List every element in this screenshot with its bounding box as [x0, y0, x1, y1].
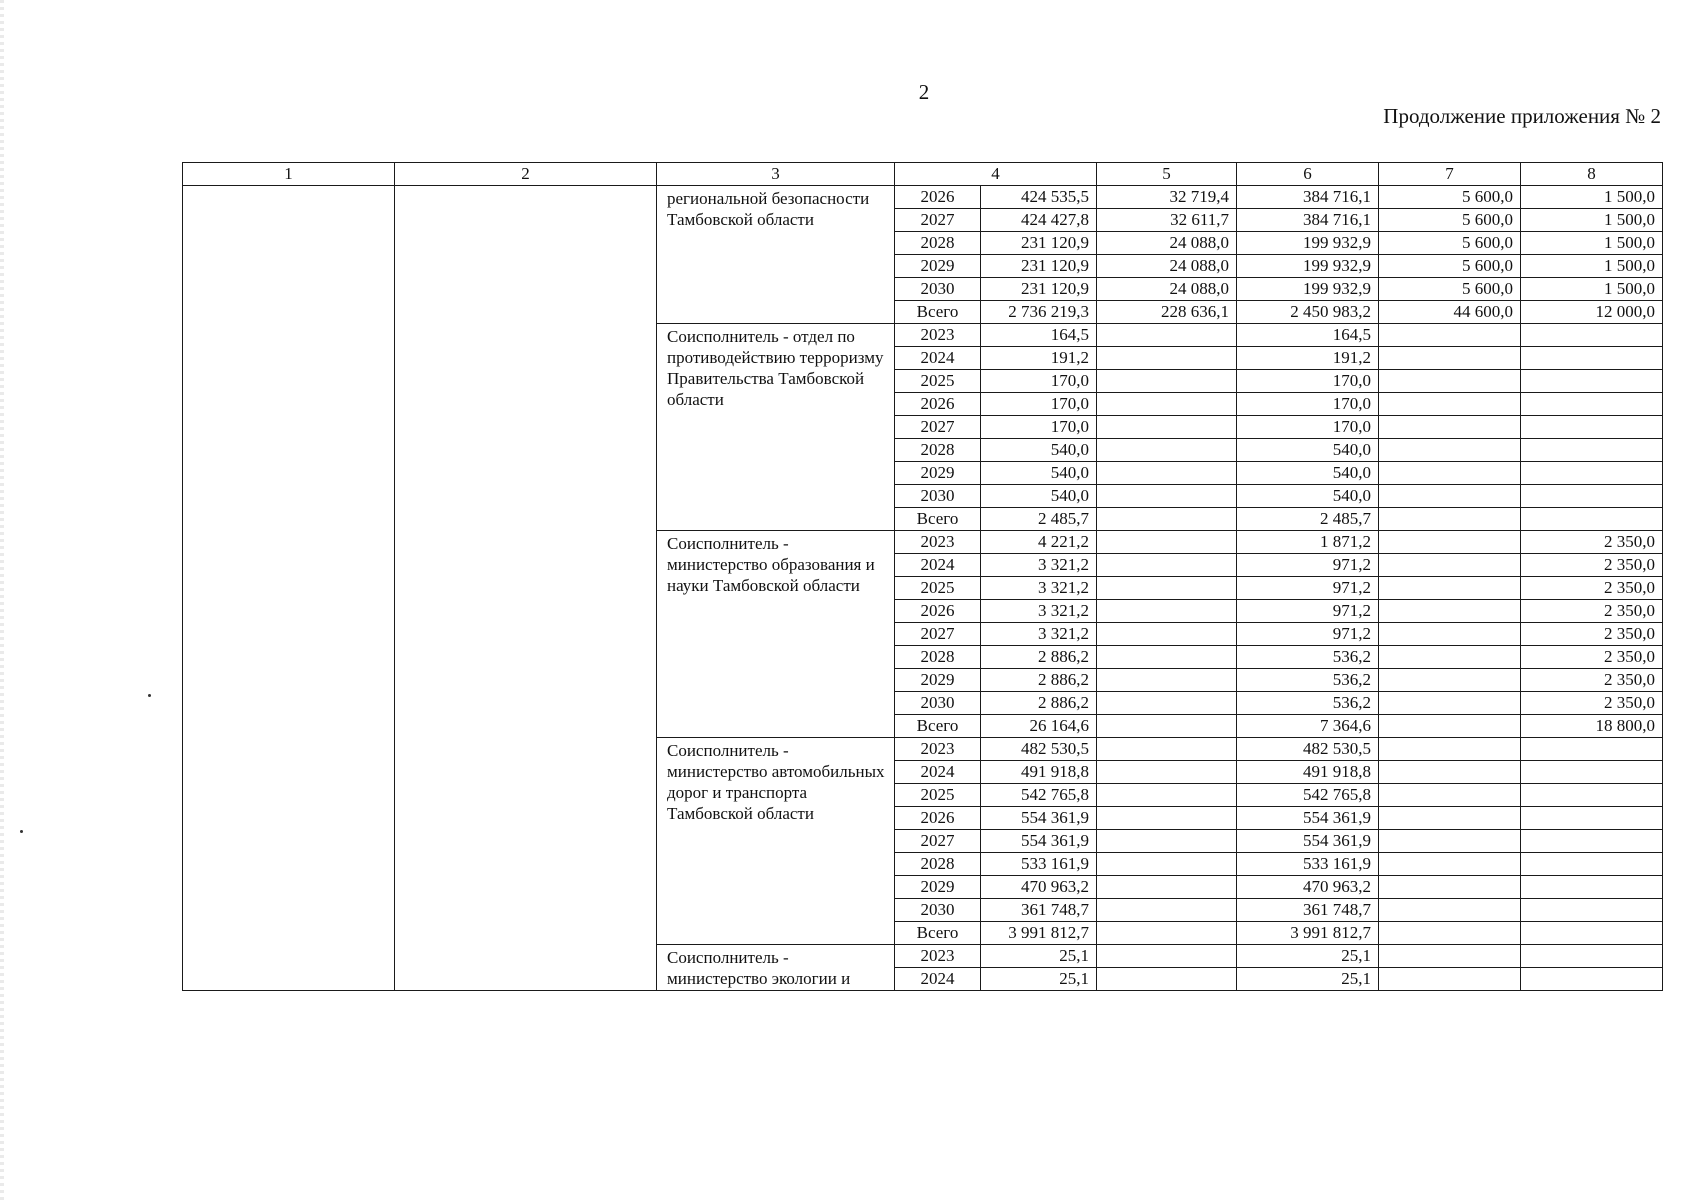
extrabudget-cell [1521, 439, 1663, 462]
total-cell: 3 991 812,7 [981, 922, 1097, 945]
year-cell: 2029 [895, 876, 981, 899]
extrabudget-cell: 2 350,0 [1521, 646, 1663, 669]
total-cell: 2 736 219,3 [981, 301, 1097, 324]
table-body [183, 163, 1663, 991]
regional-cell: 384 716,1 [1237, 209, 1379, 232]
year-cell: 2028 [895, 439, 981, 462]
total-cell: 2 485,7 [981, 508, 1097, 531]
year-cell: 2024 [895, 968, 981, 991]
extrabudget-cell: 2 350,0 [1521, 623, 1663, 646]
total-cell: 554 361,9 [981, 830, 1097, 853]
year-cell: Всего [895, 508, 981, 531]
federal-cell [1097, 646, 1237, 669]
executor-cell: региональной безопасности Тамбовской области [657, 186, 895, 324]
local-cell [1379, 715, 1521, 738]
total-cell: 3 321,2 [981, 600, 1097, 623]
scan-edge-artifact [0, 0, 4, 1200]
federal-cell [1097, 899, 1237, 922]
regional-cell: 1 871,2 [1237, 531, 1379, 554]
regional-cell: 199 932,9 [1237, 255, 1379, 278]
year-cell: 2030 [895, 692, 981, 715]
total-cell: 533 161,9 [981, 853, 1097, 876]
year-cell: 2029 [895, 462, 981, 485]
federal-cell [1097, 485, 1237, 508]
extrabudget-cell: 1 500,0 [1521, 278, 1663, 301]
federal-cell [1097, 416, 1237, 439]
year-cell: 2030 [895, 899, 981, 922]
local-cell [1379, 554, 1521, 577]
local-cell [1379, 761, 1521, 784]
local-cell [1379, 347, 1521, 370]
federal-cell [1097, 347, 1237, 370]
total-cell: 164,5 [981, 324, 1097, 347]
year-cell: 2024 [895, 347, 981, 370]
year-cell: 2029 [895, 669, 981, 692]
local-cell [1379, 692, 1521, 715]
header-cell-1: 1 [183, 163, 395, 186]
federal-cell [1097, 508, 1237, 531]
federal-cell [1097, 439, 1237, 462]
year-cell: Всего [895, 715, 981, 738]
regional-cell: 191,2 [1237, 347, 1379, 370]
year-cell: Всего [895, 922, 981, 945]
total-cell: 2 886,2 [981, 646, 1097, 669]
total-cell: 540,0 [981, 462, 1097, 485]
table-row [183, 186, 1663, 209]
local-cell [1379, 807, 1521, 830]
extrabudget-cell [1521, 393, 1663, 416]
extrabudget-cell: 12 000,0 [1521, 301, 1663, 324]
total-cell: 470 963,2 [981, 876, 1097, 899]
regional-cell: 542 765,8 [1237, 784, 1379, 807]
local-cell [1379, 738, 1521, 761]
total-cell: 540,0 [981, 485, 1097, 508]
year-cell: 2028 [895, 853, 981, 876]
extrabudget-cell: 18 800,0 [1521, 715, 1663, 738]
executor-cell: Соисполнитель - министерство автомобильных дорог и транспорта Тамбовской области [657, 738, 895, 945]
federal-cell [1097, 692, 1237, 715]
total-cell: 231 120,9 [981, 232, 1097, 255]
year-cell: 2025 [895, 784, 981, 807]
regional-cell: 470 963,2 [1237, 876, 1379, 899]
total-cell: 424 535,5 [981, 186, 1097, 209]
year-cell: 2023 [895, 738, 981, 761]
extrabudget-cell [1521, 370, 1663, 393]
regional-cell: 554 361,9 [1237, 830, 1379, 853]
extrabudget-cell: 2 350,0 [1521, 669, 1663, 692]
federal-cell [1097, 623, 1237, 646]
regional-cell: 971,2 [1237, 623, 1379, 646]
federal-cell [1097, 876, 1237, 899]
regional-cell: 170,0 [1237, 416, 1379, 439]
header-cell-8: 8 [1521, 163, 1663, 186]
regional-cell: 199 932,9 [1237, 232, 1379, 255]
total-cell: 361 748,7 [981, 899, 1097, 922]
year-cell: 2027 [895, 416, 981, 439]
regional-cell: 2 450 983,2 [1237, 301, 1379, 324]
local-cell [1379, 508, 1521, 531]
federal-cell [1097, 577, 1237, 600]
total-cell: 3 321,2 [981, 623, 1097, 646]
executor-cell: Соисполнитель - министерство образования и науки Тамбовской области [657, 531, 895, 738]
local-cell [1379, 646, 1521, 669]
local-cell [1379, 485, 1521, 508]
local-cell [1379, 876, 1521, 899]
extrabudget-cell [1521, 324, 1663, 347]
local-cell: 44 600,0 [1379, 301, 1521, 324]
regional-cell: 164,5 [1237, 324, 1379, 347]
total-cell: 25,1 [981, 968, 1097, 991]
extrabudget-cell [1521, 485, 1663, 508]
federal-cell: 32 719,4 [1097, 186, 1237, 209]
extrabudget-cell [1521, 968, 1663, 991]
local-cell [1379, 324, 1521, 347]
federal-cell [1097, 853, 1237, 876]
scan-speck [20, 830, 23, 833]
local-cell [1379, 922, 1521, 945]
federal-cell [1097, 600, 1237, 623]
local-cell [1379, 531, 1521, 554]
regional-cell: 540,0 [1237, 462, 1379, 485]
header-cell-2: 2 [395, 163, 657, 186]
federal-cell [1097, 370, 1237, 393]
extrabudget-cell [1521, 922, 1663, 945]
extrabudget-cell [1521, 462, 1663, 485]
regional-cell: 536,2 [1237, 669, 1379, 692]
local-cell [1379, 968, 1521, 991]
federal-cell [1097, 922, 1237, 945]
local-cell [1379, 623, 1521, 646]
header-cell-7: 7 [1379, 163, 1521, 186]
year-cell: 2030 [895, 485, 981, 508]
year-cell: 2026 [895, 600, 981, 623]
header-cell-4: 4 [895, 163, 1097, 186]
total-cell: 542 765,8 [981, 784, 1097, 807]
extrabudget-cell [1521, 347, 1663, 370]
extrabudget-cell [1521, 876, 1663, 899]
federal-cell [1097, 715, 1237, 738]
executor-cell: Соисполнитель - министерство экологии и [657, 945, 895, 991]
regional-cell: 170,0 [1237, 393, 1379, 416]
year-cell: 2023 [895, 945, 981, 968]
year-cell: 2026 [895, 393, 981, 416]
local-cell [1379, 784, 1521, 807]
extrabudget-cell: 1 500,0 [1521, 186, 1663, 209]
scan-speck [148, 694, 151, 697]
regional-cell: 482 530,5 [1237, 738, 1379, 761]
total-cell: 25,1 [981, 945, 1097, 968]
total-cell: 4 221,2 [981, 531, 1097, 554]
total-cell: 424 427,8 [981, 209, 1097, 232]
funding-table [182, 162, 1663, 991]
federal-cell: 32 611,7 [1097, 209, 1237, 232]
regional-cell: 536,2 [1237, 692, 1379, 715]
federal-cell [1097, 554, 1237, 577]
regional-cell: 170,0 [1237, 370, 1379, 393]
year-cell: 2026 [895, 186, 981, 209]
federal-cell [1097, 784, 1237, 807]
year-cell: 2029 [895, 255, 981, 278]
regional-cell: 491 918,8 [1237, 761, 1379, 784]
extrabudget-cell: 1 500,0 [1521, 209, 1663, 232]
federal-cell [1097, 945, 1237, 968]
federal-cell: 24 088,0 [1097, 232, 1237, 255]
year-cell: 2028 [895, 232, 981, 255]
regional-cell: 540,0 [1237, 439, 1379, 462]
local-cell [1379, 439, 1521, 462]
year-cell: 2024 [895, 554, 981, 577]
federal-cell [1097, 462, 1237, 485]
regional-cell: 554 361,9 [1237, 807, 1379, 830]
local-cell [1379, 393, 1521, 416]
federal-cell: 228 636,1 [1097, 301, 1237, 324]
total-cell: 2 886,2 [981, 669, 1097, 692]
extrabudget-cell [1521, 853, 1663, 876]
extrabudget-cell: 1 500,0 [1521, 255, 1663, 278]
total-cell: 3 321,2 [981, 577, 1097, 600]
header-cell-5: 5 [1097, 163, 1237, 186]
local-cell [1379, 600, 1521, 623]
year-cell: 2027 [895, 623, 981, 646]
extrabudget-cell [1521, 899, 1663, 922]
federal-cell [1097, 807, 1237, 830]
appendix-continuation-note: Продолжение приложения № 2 [1383, 104, 1661, 128]
local-cell: 5 600,0 [1379, 186, 1521, 209]
regional-cell: 25,1 [1237, 968, 1379, 991]
year-cell: 2024 [895, 761, 981, 784]
year-cell: 2026 [895, 807, 981, 830]
column-2-cell [395, 186, 657, 991]
extrabudget-cell [1521, 761, 1663, 784]
regional-cell: 199 932,9 [1237, 278, 1379, 301]
header-cell-6: 6 [1237, 163, 1379, 186]
regional-cell: 7 364,6 [1237, 715, 1379, 738]
regional-cell: 2 485,7 [1237, 508, 1379, 531]
extrabudget-cell [1521, 738, 1663, 761]
federal-cell [1097, 738, 1237, 761]
extrabudget-cell [1521, 807, 1663, 830]
year-cell: Всего [895, 301, 981, 324]
federal-cell [1097, 830, 1237, 853]
total-cell: 170,0 [981, 393, 1097, 416]
regional-cell: 25,1 [1237, 945, 1379, 968]
regional-cell: 971,2 [1237, 554, 1379, 577]
federal-cell [1097, 393, 1237, 416]
federal-cell [1097, 531, 1237, 554]
total-cell: 540,0 [981, 439, 1097, 462]
local-cell: 5 600,0 [1379, 255, 1521, 278]
regional-cell: 971,2 [1237, 600, 1379, 623]
extrabudget-cell: 2 350,0 [1521, 554, 1663, 577]
extrabudget-cell [1521, 416, 1663, 439]
extrabudget-cell [1521, 945, 1663, 968]
local-cell: 5 600,0 [1379, 232, 1521, 255]
executor-cell: Соисполнитель - отдел по противодействию терроризму Правительства Тамбовской области [657, 324, 895, 531]
header-cell-3: 3 [657, 163, 895, 186]
year-cell: 2027 [895, 209, 981, 232]
local-cell: 5 600,0 [1379, 209, 1521, 232]
regional-cell: 361 748,7 [1237, 899, 1379, 922]
total-cell: 2 886,2 [981, 692, 1097, 715]
year-cell: 2027 [895, 830, 981, 853]
extrabudget-cell: 2 350,0 [1521, 692, 1663, 715]
extrabudget-cell: 2 350,0 [1521, 531, 1663, 554]
federal-cell [1097, 968, 1237, 991]
extrabudget-cell [1521, 830, 1663, 853]
year-cell: 2025 [895, 577, 981, 600]
total-cell: 26 164,6 [981, 715, 1097, 738]
local-cell [1379, 462, 1521, 485]
local-cell [1379, 830, 1521, 853]
extrabudget-cell: 2 350,0 [1521, 600, 1663, 623]
regional-cell: 971,2 [1237, 577, 1379, 600]
year-cell: 2030 [895, 278, 981, 301]
regional-cell: 536,2 [1237, 646, 1379, 669]
total-cell: 170,0 [981, 370, 1097, 393]
regional-cell: 3 991 812,7 [1237, 922, 1379, 945]
local-cell [1379, 853, 1521, 876]
extrabudget-cell: 2 350,0 [1521, 577, 1663, 600]
federal-cell: 24 088,0 [1097, 255, 1237, 278]
total-cell: 170,0 [981, 416, 1097, 439]
total-cell: 554 361,9 [981, 807, 1097, 830]
year-cell: 2025 [895, 370, 981, 393]
year-cell: 2023 [895, 324, 981, 347]
total-cell: 482 530,5 [981, 738, 1097, 761]
local-cell [1379, 370, 1521, 393]
total-cell: 231 120,9 [981, 278, 1097, 301]
regional-cell: 540,0 [1237, 485, 1379, 508]
page-number: 2 [918, 80, 930, 104]
local-cell [1379, 899, 1521, 922]
column-1-cell [183, 186, 395, 991]
regional-cell: 533 161,9 [1237, 853, 1379, 876]
total-cell: 191,2 [981, 347, 1097, 370]
local-cell [1379, 669, 1521, 692]
year-cell: 2028 [895, 646, 981, 669]
total-cell: 231 120,9 [981, 255, 1097, 278]
regional-cell: 384 716,1 [1237, 186, 1379, 209]
federal-cell [1097, 761, 1237, 784]
federal-cell [1097, 324, 1237, 347]
year-cell: 2023 [895, 531, 981, 554]
extrabudget-cell [1521, 784, 1663, 807]
total-cell: 3 321,2 [981, 554, 1097, 577]
local-cell: 5 600,0 [1379, 278, 1521, 301]
local-cell [1379, 416, 1521, 439]
federal-cell [1097, 669, 1237, 692]
federal-cell: 24 088,0 [1097, 278, 1237, 301]
local-cell [1379, 945, 1521, 968]
total-cell: 491 918,8 [981, 761, 1097, 784]
extrabudget-cell: 1 500,0 [1521, 232, 1663, 255]
extrabudget-cell [1521, 508, 1663, 531]
local-cell [1379, 577, 1521, 600]
table-header-row [183, 163, 1663, 186]
